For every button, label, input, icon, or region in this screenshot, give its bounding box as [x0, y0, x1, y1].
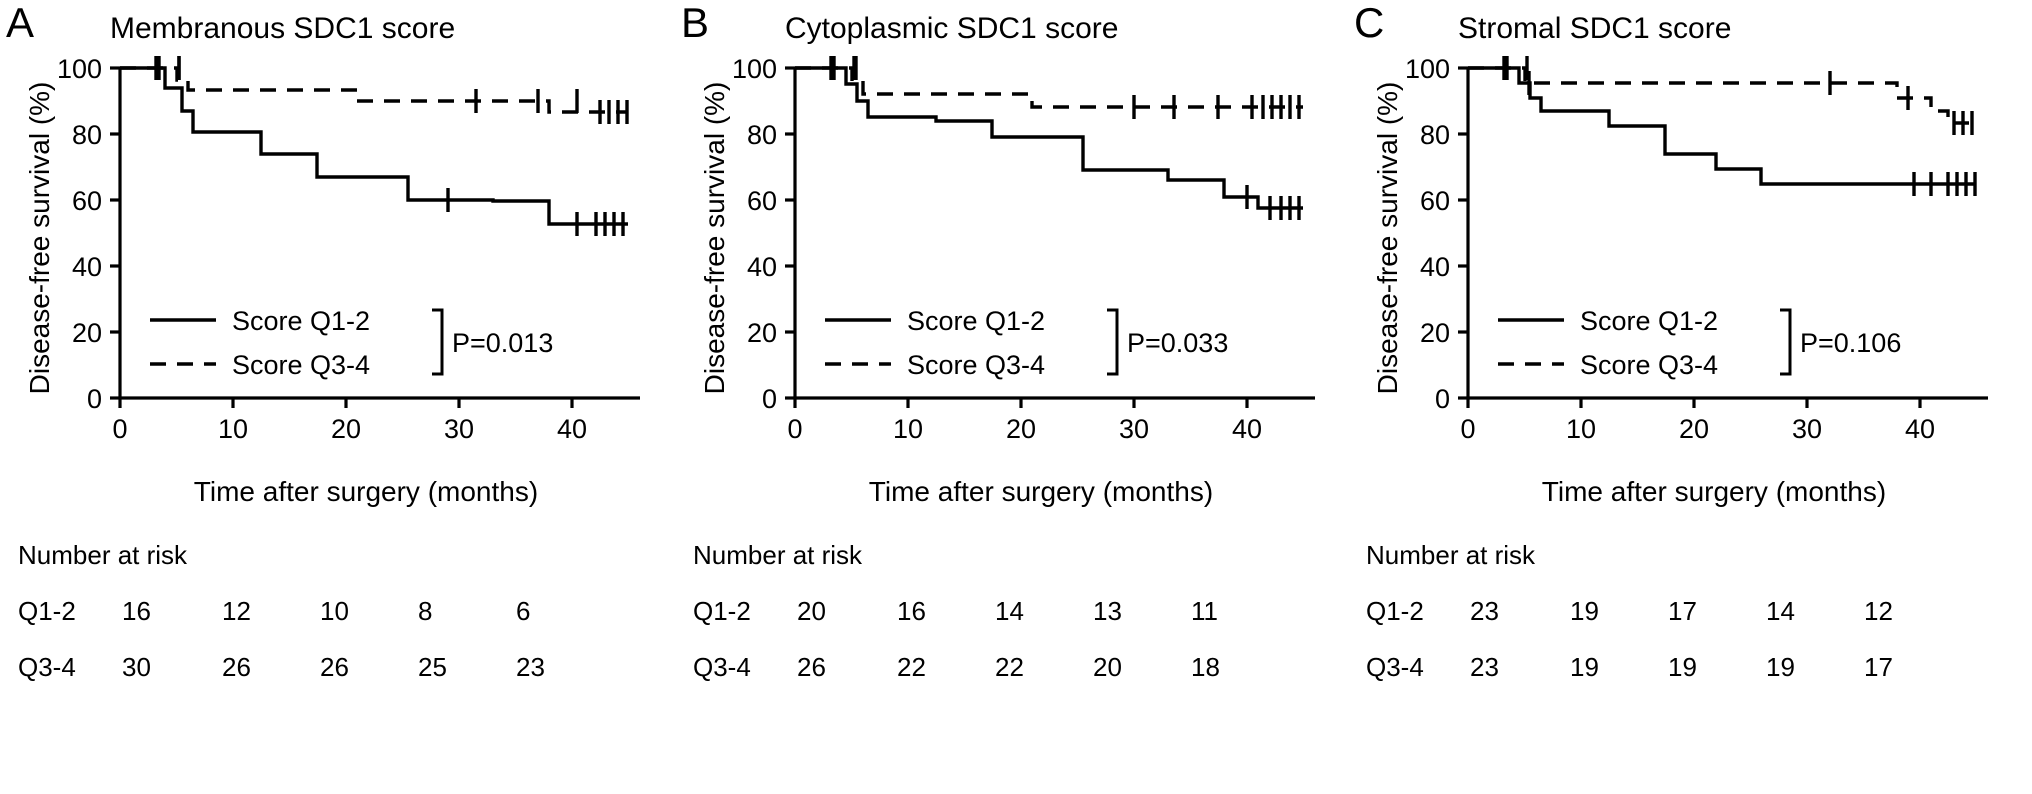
svg-text:80: 80 — [71, 120, 102, 150]
risk-value: 26 — [797, 652, 826, 682]
svg-text:0: 0 — [1434, 384, 1450, 414]
legend-label-q34: Score Q3-4 — [907, 350, 1046, 380]
pvalue-b: P=0.033 — [1127, 328, 1229, 358]
svg-text:10: 10 — [892, 414, 924, 444]
risk-value: 12 — [222, 596, 251, 626]
risk-value: 19 — [1570, 652, 1599, 682]
svg-text:60: 60 — [1419, 186, 1450, 216]
svg-text:20: 20 — [746, 318, 777, 348]
panel-title-c: Stromal SDC1 score — [1458, 12, 1732, 45]
svg-text:10: 10 — [1565, 414, 1597, 444]
plot-area-c — [1348, 48, 2020, 468]
risk-value: 14 — [995, 596, 1024, 626]
risk-row-label: Q3-4 — [693, 652, 751, 682]
svg-text:100: 100 — [731, 54, 777, 84]
risk-value: 16 — [897, 596, 926, 626]
svg-text:100: 100 — [1404, 54, 1450, 84]
pvalue-a: P=0.013 — [452, 328, 554, 358]
svg-text:60: 60 — [746, 186, 777, 216]
risk-title-c: Number at risk — [1366, 540, 1536, 570]
panel-c — [1348, 0, 2020, 794]
risk-row-q12-a — [18, 596, 658, 626]
svg-text:0: 0 — [787, 414, 803, 444]
svg-text:20: 20 — [330, 414, 362, 444]
svg-text:20: 20 — [71, 318, 102, 348]
risk-value: 12 — [1864, 596, 1893, 626]
risk-row-q12-b — [693, 596, 1333, 626]
panel-a — [0, 0, 672, 794]
risk-value: 23 — [1470, 652, 1499, 682]
risk-row-label: Q3-4 — [18, 652, 76, 682]
svg-text:40: 40 — [71, 252, 102, 282]
risk-value: 6 — [516, 596, 531, 626]
legend-label-q12: Score Q1-2 — [1580, 306, 1719, 336]
y-axis-label-b: Disease-free survival (%) — [699, 81, 730, 395]
risk-value: 11 — [1191, 596, 1218, 626]
pvalue-c: P=0.106 — [1800, 328, 1902, 358]
svg-text:60: 60 — [71, 186, 102, 216]
svg-text:20: 20 — [1419, 318, 1450, 348]
legend-b — [825, 306, 1228, 380]
km-plot-svg-a — [0, 48, 672, 468]
risk-row-label: Q3-4 — [1366, 652, 1424, 682]
svg-text:20: 20 — [1678, 414, 1710, 444]
risk-value: 25 — [418, 652, 447, 682]
risk-row-q34-c — [1366, 652, 2006, 682]
x-axis-label-a: Time after surgery (months) — [193, 476, 539, 507]
risk-value: 8 — [418, 596, 433, 626]
x-axis-label-c: Time after surgery (months) — [1541, 476, 1887, 507]
svg-text:0: 0 — [112, 414, 128, 444]
y-axis-label-a: Disease-free survival (%) — [24, 81, 55, 395]
plot-area-b — [675, 48, 1347, 468]
legend-a — [150, 306, 553, 380]
svg-text:0: 0 — [86, 384, 102, 414]
legend-c — [1498, 306, 1901, 380]
panel-title-b: Cytoplasmic SDC1 score — [785, 12, 1119, 45]
panel-letter-a: A — [6, 0, 35, 46]
risk-value: 26 — [320, 652, 349, 682]
svg-text:30: 30 — [443, 414, 475, 444]
risk-value: 20 — [797, 596, 826, 626]
svg-text:40: 40 — [1904, 414, 1936, 444]
risk-value: 13 — [1093, 596, 1122, 626]
risk-value: 19 — [1766, 652, 1795, 682]
risk-title-a: Number at risk — [18, 540, 188, 570]
risk-row-q34-a — [18, 652, 658, 682]
svg-text:100: 100 — [56, 54, 102, 84]
risk-value: 10 — [320, 596, 349, 626]
y-axis-label-c: Disease-free survival (%) — [1372, 81, 1403, 395]
svg-text:80: 80 — [1419, 120, 1450, 150]
risk-value: 17 — [1864, 652, 1893, 682]
risk-row-label: Q1-2 — [18, 596, 76, 626]
svg-text:80: 80 — [746, 120, 777, 150]
risk-value: 23 — [516, 652, 545, 682]
risk-row-q12-c — [1366, 596, 2006, 626]
svg-text:40: 40 — [1419, 252, 1450, 282]
risk-value: 19 — [1668, 652, 1697, 682]
x-axis-label-b: Time after surgery (months) — [868, 476, 1214, 507]
legend-label-q34: Score Q3-4 — [1580, 350, 1719, 380]
svg-text:0: 0 — [761, 384, 777, 414]
svg-text:40: 40 — [1231, 414, 1263, 444]
risk-value: 26 — [222, 652, 251, 682]
km-plot-svg-c — [1348, 48, 2020, 468]
km-plot-svg-b — [675, 48, 1347, 468]
svg-text:30: 30 — [1791, 414, 1823, 444]
risk-title-b: Number at risk — [693, 540, 863, 570]
legend-label-q12: Score Q1-2 — [907, 306, 1046, 336]
number-at-risk-a — [18, 540, 658, 708]
plot-area-a — [0, 48, 672, 468]
panel-title-a: Membranous SDC1 score — [110, 12, 456, 45]
risk-value: 16 — [122, 596, 151, 626]
risk-value: 18 — [1191, 652, 1220, 682]
svg-text:10: 10 — [217, 414, 249, 444]
legend-label-q34: Score Q3-4 — [232, 350, 371, 380]
legend-label-q12: Score Q1-2 — [232, 306, 371, 336]
svg-text:40: 40 — [556, 414, 588, 444]
risk-value: 20 — [1093, 652, 1122, 682]
risk-value: 17 — [1668, 596, 1697, 626]
panel-letter-c: C — [1354, 0, 1385, 46]
risk-row-label: Q1-2 — [693, 596, 751, 626]
risk-value: 22 — [897, 652, 926, 682]
svg-text:40: 40 — [746, 252, 777, 282]
risk-value: 30 — [122, 652, 151, 682]
risk-value: 23 — [1470, 596, 1499, 626]
panel-b — [675, 0, 1347, 794]
number-at-risk-c — [1366, 540, 2006, 708]
number-at-risk-b — [693, 540, 1333, 708]
svg-text:0: 0 — [1460, 414, 1476, 444]
risk-value: 19 — [1570, 596, 1599, 626]
panel-letter-b: B — [681, 0, 710, 46]
risk-value: 14 — [1766, 596, 1795, 626]
svg-text:30: 30 — [1118, 414, 1150, 444]
svg-text:20: 20 — [1005, 414, 1037, 444]
risk-value: 22 — [995, 652, 1024, 682]
risk-row-label: Q1-2 — [1366, 596, 1424, 626]
risk-row-q34-b — [693, 652, 1333, 682]
